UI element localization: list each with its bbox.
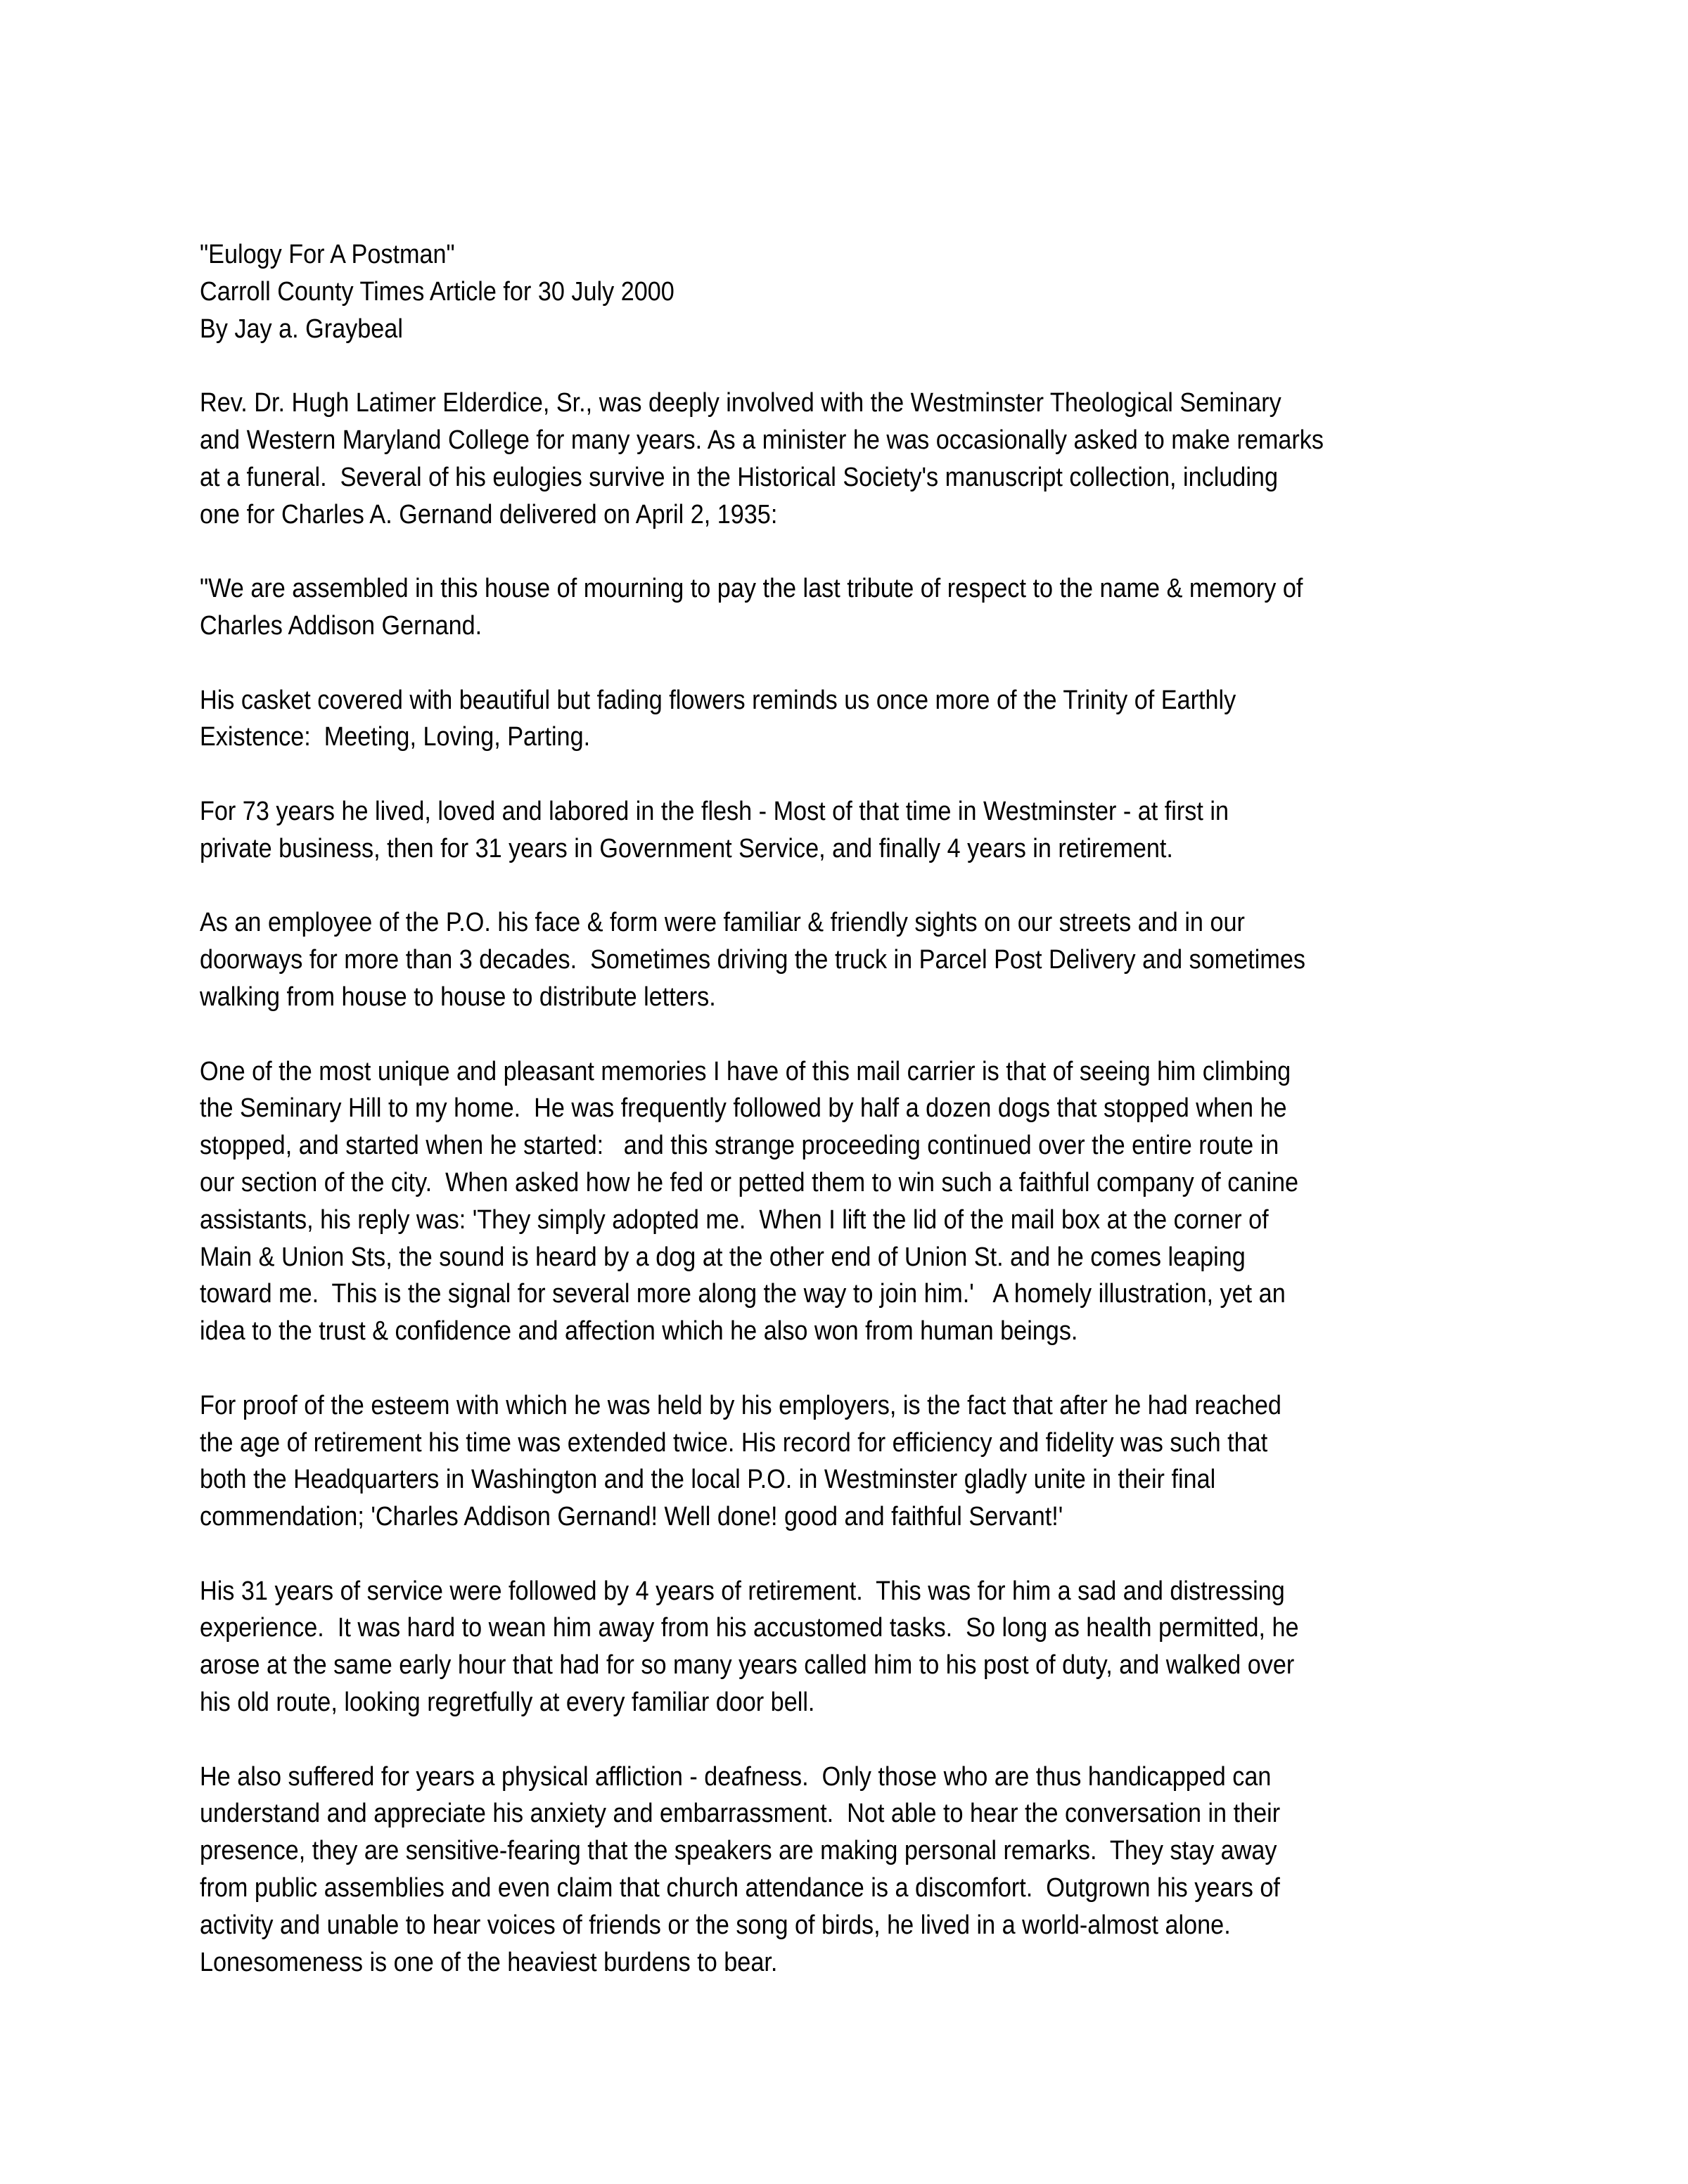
paragraph-spacer — [200, 1350, 1508, 1387]
text-line: As an employee of the P.O. his face & form were familiar & friendly sights on our streets and in our — [200, 908, 1245, 938]
article-title: "Eulogy For A Postman" — [200, 240, 455, 269]
paragraph-deafness — [200, 1759, 1508, 1981]
paragraph-employee — [200, 904, 1508, 1015]
text-line: His casket covered with beautiful but fading flowers reminds us once more of the Trinity of Earthly — [200, 685, 1236, 715]
paragraph-spacer — [200, 347, 1508, 385]
text-line: Lonesomeness is one of the heaviest burdens to bear. — [200, 1947, 778, 1977]
paragraph-dogs — [200, 1053, 1508, 1350]
paragraph-73-years — [200, 793, 1508, 868]
paragraph-spacer — [200, 756, 1508, 793]
document-body — [200, 236, 1508, 1981]
paragraph-intro — [200, 385, 1508, 533]
text-line: both the Headquarters in Washington and the local P.O. in Westminster gladly unite in their final — [200, 1465, 1216, 1495]
text-line: one for Charles A. Gernand delivered on April 2, 1935: — [200, 499, 778, 529]
text-line: the age of retirement his time was extended twice. His record for efficiency and fidelity was such that — [200, 1427, 1268, 1458]
text-line: from public assemblies and even claim that church attendance is a discomfort. Outgrown his years of — [200, 1873, 1280, 1903]
paragraph-spacer — [200, 645, 1508, 682]
text-line: Rev. Dr. Hugh Latimer Elderdice, Sr., was deeply involved with the Westminster Theological Seminary — [200, 388, 1281, 418]
text-line: our section of the city. When asked how he fed or petted them to win such a faithful company of canine — [200, 1167, 1299, 1197]
text-line: experience. It was hard to wean him away from his accustomed tasks. So long as health permitted, he — [200, 1613, 1299, 1643]
text-line: private business, then for 31 years in Government Service, and finally 4 years in retirement. — [200, 833, 1173, 863]
article-header — [200, 236, 1508, 347]
publication-line: Carroll County Times Article for 30 July 2000 — [200, 276, 674, 307]
paragraph-esteem — [200, 1387, 1508, 1536]
text-line: walking from house to house to distribute letters. — [200, 982, 716, 1012]
paragraph-spacer — [200, 1536, 1508, 1573]
text-line: assistants, his reply was: 'They simply adopted me. When I lift the lid of the mail box at the corner of — [200, 1205, 1269, 1235]
text-line: presence, they are sensitive-fearing that the speakers are making personal remarks. They stay away — [200, 1836, 1277, 1866]
text-line: Charles Addison Gernand. — [200, 610, 482, 641]
paragraph-spacer — [200, 1016, 1508, 1053]
text-line: Existence: Meeting, Loving, Parting. — [200, 722, 591, 752]
text-line: commendation; 'Charles Addison Gernand! Well done! good and faithful Servant!' — [200, 1502, 1063, 1532]
text-line: toward me. This is the signal for several more along the way to join him.' A homely illustration, yet an — [200, 1279, 1286, 1309]
text-line: Main & Union Sts, the sound is heard by a dog at the other end of Union St. and he comes leaping — [200, 1242, 1246, 1272]
text-line: activity and unable to hear voices of friends or the song of birds, he lived in a world-almost alone. — [200, 1910, 1231, 1940]
text-line: understand and appreciate his anxiety and embarrassment. Not able to hear the conversation in their — [200, 1799, 1281, 1829]
text-line: his old route, looking regretfully at every familiar door bell. — [200, 1688, 815, 1718]
byline: By Jay a. Graybeal — [200, 314, 403, 344]
paragraph-spacer — [200, 1721, 1508, 1759]
text-line: arose at the same early hour that had for so many years called him to his post of duty, and walked over — [200, 1650, 1295, 1681]
text-line: One of the most unique and pleasant memories I have of this mail carrier is that of seeing him climbing — [200, 1056, 1291, 1086]
text-line: and Western Maryland College for many years. As a minister he was occasionally asked to make remarks — [200, 425, 1324, 455]
paragraph-casket — [200, 682, 1508, 757]
paragraph-spacer — [200, 533, 1508, 570]
text-line: For proof of the esteem with which he was held by his employers, is the fact that after he had reached — [200, 1390, 1281, 1420]
text-line: doorways for more than 3 decades. Sometimes driving the truck in Parcel Post Delivery and sometimes — [200, 945, 1305, 975]
text-line: the Seminary Hill to my home. He was frequently followed by half a dozen dogs that stopped when he — [200, 1093, 1287, 1124]
text-line: at a funeral. Several of his eulogies survive in the Historical Society's manuscript collection, including — [200, 462, 1278, 492]
text-line: For 73 years he lived, loved and labored in the flesh - Most of that time in Westminster - at first in — [200, 796, 1229, 826]
paragraph-retirement — [200, 1573, 1508, 1721]
text-line: He also suffered for years a physical affliction - deafness. Only those who are thus handicapped can — [200, 1761, 1272, 1792]
text-line: idea to the trust & confidence and affection which he also won from human beings. — [200, 1316, 1078, 1347]
text-line: "We are assembled in this house of mourning to pay the last tribute of respect to the name & memory of — [200, 574, 1303, 604]
paragraph-assembled — [200, 570, 1508, 645]
text-line: His 31 years of service were followed by 4 years of retirement. This was for him a sad and distressing — [200, 1576, 1285, 1606]
text-line: stopped, and started when he started: and this strange proceeding continued over the entire route in — [200, 1131, 1279, 1161]
paragraph-spacer — [200, 868, 1508, 905]
